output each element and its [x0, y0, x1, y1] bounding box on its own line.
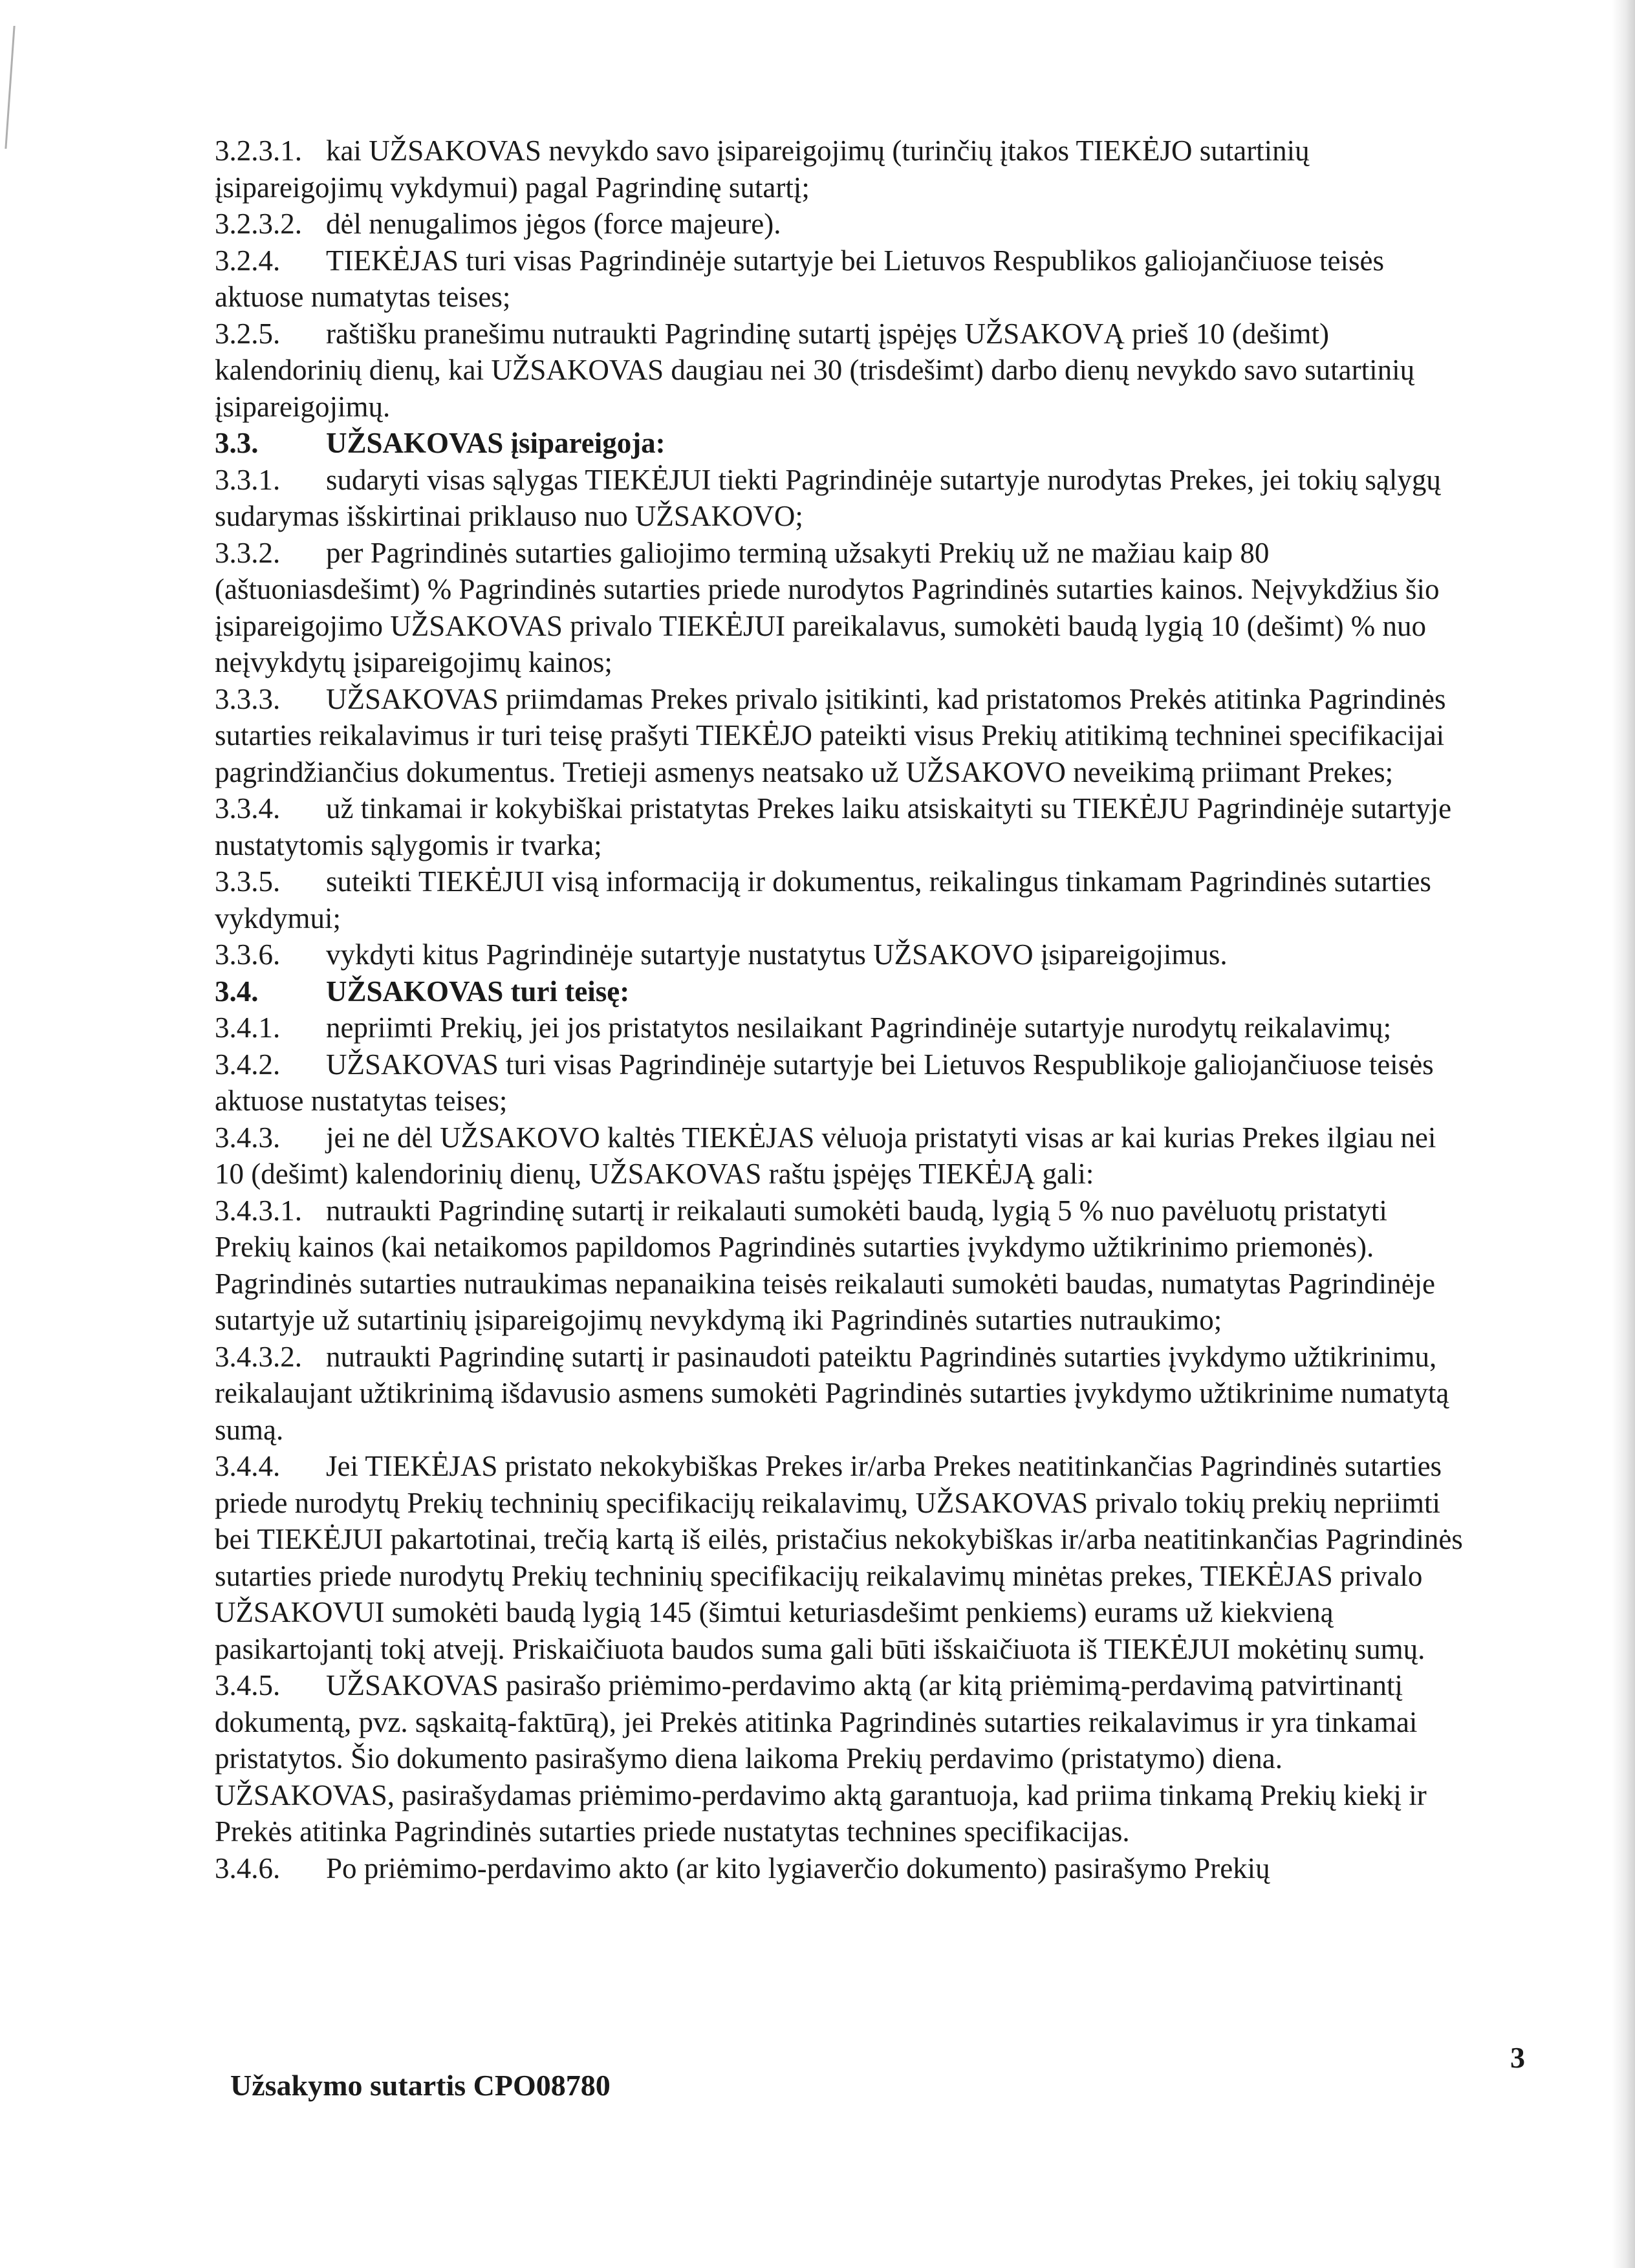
clause-number: 3.3.5. [215, 865, 281, 898]
clause-text: UŽSAKOVAS turi visas Pagrindinėje sutartyje bei Lietuvos Respublikoje galiojančiuose teisės aktuose nustatytas teises; [215, 1048, 1434, 1117]
clause-number: 3.3.6. [215, 938, 281, 971]
clause [215, 1850, 1463, 1887]
scan-edge-shadow [1612, 0, 1635, 2268]
clause [215, 1046, 1463, 1119]
clause-text: TIEKĖJAS turi visas Pagrindinėje sutartyje bei Lietuvos Respublikos galiojančiuose teisės aktuose numatytas teises; [215, 244, 1384, 313]
clause [215, 936, 1463, 973]
clause [215, 243, 1463, 316]
clause [215, 535, 1463, 681]
clause-number: 3.4.3.1. [215, 1194, 302, 1227]
clause-text: sudaryti visas sąlygas TIEKĖJUI tiekti Pagrindinėje sutartyje nurodytas Prekes, jei tokių sąlygų sudarymas išskirtinai priklauso nuo UŽSAKOVO; [215, 463, 1441, 532]
clause-text: per Pagrindinės sutarties galiojimo terminą užsakyti Prekių už ne mažiau kaip 80 (aštuoniasdešimt) % Pagrindinės sutarties priede nurodytos Pagrindinės sutarties kainos. Neįvykdžius šio įsipareigojimo UŽSAKOVAS privalo TIEKĖJUI pareikalavus, sumokėti baudą lygią 10 (dešimt) % nuo neįvykdytų įsipareigojimų kainos; [215, 536, 1440, 678]
section-heading-text: UŽSAKOVAS turi teisę: [326, 975, 630, 1008]
clause-number: 3.2.3.1. [215, 135, 302, 167]
clause-number: 3.4.4. [215, 1450, 281, 1482]
clause-text: raštišku pranešimu nutraukti Pagrindinę sutartį įspėjęs UŽSAKOVĄ prieš 10 (dešimt) kalendorinių dienų, kai UŽSAKOVAS daugiau nei 30 (trisdešimt) darbo dienų nevykdo savo sutartinių įsipareigojimų. [215, 317, 1415, 423]
section-heading [215, 425, 1463, 462]
clause-text: nutraukti Pagrindinę sutartį ir reikalauti sumokėti baudą, lygią 5 % nuo pavėluotų pristatyti Prekių kainos (kai netaikomos papildomos Pagrindinės sutarties įvykdymo užtikrinimo priemonės). Pagrindinės sutarties nutraukimas nepanaikina teisės reikalauti sumokėti baudas, numatytas Pagrindinėje sutartyje už sutartinių įsipareigojimų nevykdymą iki Pagrindinės sutarties nutraukimo; [215, 1194, 1436, 1336]
clause [215, 206, 1463, 243]
clause [215, 1339, 1463, 1449]
clause-text: nepriimti Prekių, jei jos pristatytos nesilaikant Pagrindinėje sutartyje nurodytų reikalavimų; [326, 1011, 1392, 1044]
clause-number: 3.2.4. [215, 244, 281, 277]
clause [215, 133, 1463, 206]
clause-text: suteikti TIEKĖJUI visą informaciją ir dokumentus, reikalingus tinkamam Pagrindinės sutarties vykdymui; [215, 865, 1431, 934]
clause-text: nutraukti Pagrindinę sutartį ir pasinaudoti pateiktu Pagrindinės sutarties įvykdymo užtikrinimu, reikalaujant užtikrinimą išdavusio asmens sumokėti Pagrindinės sutarties įvykdymo užtikrinime numatytą sumą. [215, 1340, 1449, 1446]
section-heading [215, 973, 1463, 1010]
clause-number: 3.4.2. [215, 1048, 281, 1081]
clause-text: jei ne dėl UŽSAKOVO kaltės TIEKĖJAS vėluoja pristatyti visas ar kai kurias Prekes ilgiau nei 10 (dešimt) kalendorinių dienų, UŽSAKOVAS raštu įspėjęs TIEKĖJĄ gali: [215, 1121, 1436, 1190]
clause-number: 3.2.5. [215, 317, 281, 350]
clause-text: Po priėmimo-perdavimo akto (ar kito lygiaverčio dokumento) pasirašymo Prekių [326, 1852, 1270, 1885]
clause [215, 462, 1463, 535]
section-heading-text: UŽSAKOVAS įsipareigoja: [326, 427, 666, 459]
clause-number: 3.4.6. [215, 1852, 281, 1885]
document-body [215, 133, 1463, 1886]
clause-text: UŽSAKOVAS priimdamas Prekes privalo įsitikinti, kad pristatomos Prekės atitinka Pagrindinės sutarties reikalavimus ir turi teisę prašyti TIEKĖJO pateikti visus Prekių atitikimą techninei specifikacijai pagrindžiančius dokumentus. Tretieji asmenys neatsako už UŽSAKOVO neveikimą priimant Prekes; [215, 682, 1446, 788]
clause-text: kai UŽSAKOVAS nevykdo savo įsipareigojimų (turinčių įtakos TIEKĖJO sutartinių įsipareigojimų vykdymui) pagal Pagrindinę sutartį; [215, 135, 1310, 204]
clause [215, 681, 1463, 791]
clause-text: UŽSAKOVAS pasirašo priėmimo-perdavimo aktą (ar kitą priėmimą-perdavimą patvirtinantį dokumentą, pvz. sąskaitą-faktūrą), jei Prekės atitinka Pagrindinės sutarties reikalavimus ir yra tinkamai pristatytos. Šio dokumento pasirašymo diena laikoma Prekių perdavimo (pristatymo) diena. UŽSAKOVAS, pasirašydamas priėmimo-perdavimo aktą garantuoja, kad priima tinkamą Prekių kiekį ir Prekės atitinka Pagrindinės sutarties priede nustatytas technines specifikacijas. [215, 1669, 1427, 1848]
clause-number: 3.4. [215, 975, 259, 1008]
clause-text: už tinkamai ir kokybiškai pristatytas Prekes laiku atsiskaityti su TIEKĖJU Pagrindinėje sutartyje nustatytomis sąlygomis ir tvarka; [215, 792, 1452, 861]
clause [215, 1010, 1463, 1046]
clause-number: 3.3. [215, 427, 259, 459]
clause-number: 3.3.4. [215, 792, 281, 825]
page-number: 3 [1510, 2041, 1525, 2074]
clause-number: 3.3.1. [215, 463, 281, 496]
clause [215, 1448, 1463, 1667]
clause-text: Jei TIEKĖJAS pristato nekokybiškas Prekes ir/arba Prekes neatitinkančias Pagrindinės sutarties priede nurodytų Prekių techninių specifikacijų reikalavimų, UŽSAKOVAS privalo tokių prekių nepriimti bei TIEKĖJUI pakartotinai, trečią kartą iš eilės, pristačius nekokybiškas ir/arba neatitinkančias Pagrindinės sutarties priede nurodytų Prekių techninių specifikacijų reikalavimų minėtas prekes, TIEKĖJAS privalo UŽSAKOVUI sumokėti baudą lygią 145 (šimtui keturiasdešimt penkiems) eurams už kiekvieną pasikartojantį tokį atvejį. Priskaičiuota baudos suma gali būti išskaičiuota iš TIEKĖJUI mokėtinų sumų. [215, 1450, 1463, 1665]
scan-page-mark [0, 26, 16, 149]
clause-number: 3.2.3.2. [215, 208, 302, 240]
footer-title: Užsakymo sutartis CPO08780 [230, 2069, 611, 2102]
clause [215, 863, 1463, 936]
clause-number: 3.4.5. [215, 1669, 281, 1701]
clause-number: 3.4.3. [215, 1121, 281, 1154]
clause [215, 1193, 1463, 1339]
clause [215, 316, 1463, 426]
clause-number: 3.3.3. [215, 682, 281, 715]
clause-number: 3.4.1. [215, 1011, 281, 1044]
clause [215, 1667, 1463, 1850]
clause-text: dėl nenugalimos jėgos (force majeure). [326, 208, 781, 240]
clause-number: 3.3.2. [215, 536, 281, 569]
clause-text: vykdyti kitus Pagrindinėje sutartyje nustatytus UŽSAKOVO įsipareigojimus. [326, 938, 1228, 971]
clause [215, 1119, 1463, 1193]
clause-number: 3.4.3.2. [215, 1340, 302, 1373]
clause [215, 790, 1463, 863]
